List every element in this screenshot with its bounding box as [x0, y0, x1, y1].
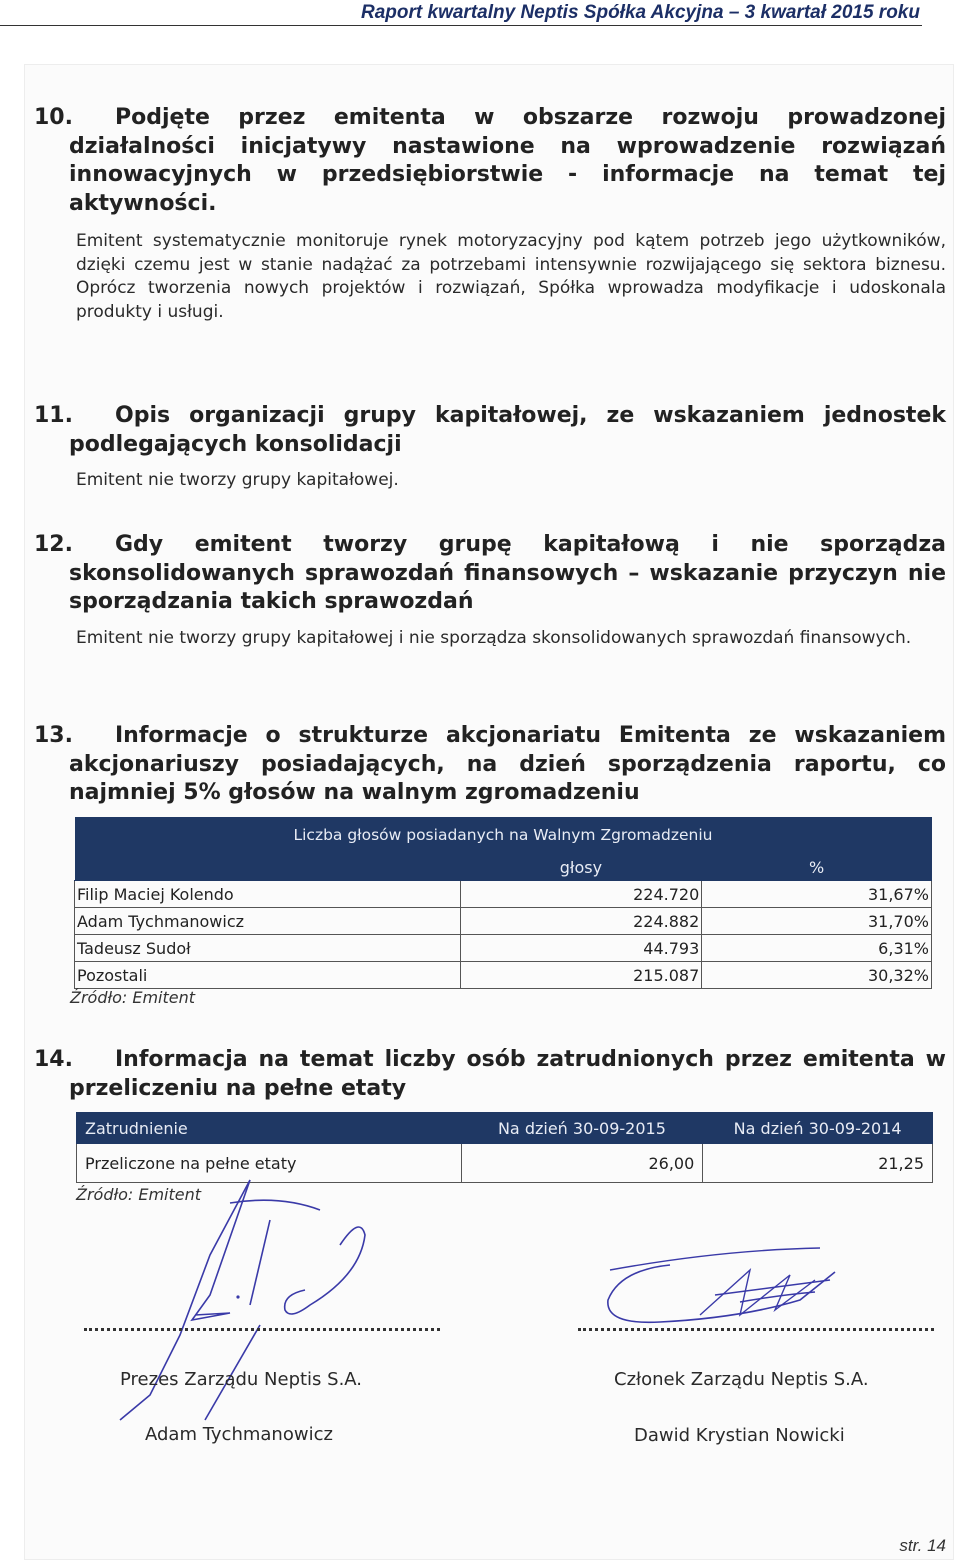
- table-header-row: [75, 854, 932, 881]
- section-10-body: Emitent systematycznie monitoruje rynek motoryzacyjny pod kątem potrzeb jego użytkowników, dzięki czemu jest w stanie nadążać za potrzebami intensywnie rozwijającego się sektora biznesu. Oprócz tworzenia nowych projektów i rozwiązań, Spółka wprowadza modyfikacje i udoskonala produkty i usługi.: [76, 231, 946, 322]
- shareholder-percent: 30,32%: [702, 962, 932, 989]
- section-title: Opis organizacji grupy kapitałowej, ze wskazaniem jednostek podlegających konsolidacji: [69, 403, 946, 457]
- section-12-body: Emitent nie tworzy grupy kapitałowej i nie sporządza skonsolidowanych sprawozdań finansowych.: [76, 628, 912, 648]
- signature-right-image: [600, 1240, 850, 1340]
- section-title: Gdy emitent tworzy grupę kapitałową i nie sporządza skonsolidowanych sprawozdań finansowych – wskazanie przyczyn nie sporządzania takich sprawozdań: [69, 532, 946, 614]
- section-13-heading: [34, 722, 946, 808]
- signature-left-role: Prezes Zarządu Neptis S.A.: [120, 1369, 363, 1390]
- page-number: str. 14: [899, 1536, 946, 1555]
- shareholder-votes: 224.720: [460, 881, 702, 908]
- shareholders-table: [74, 817, 932, 989]
- signature-left-name: Adam Tychmanowicz: [145, 1424, 333, 1445]
- section-title: Informacje o strukturze akcjonariatu Emitenta ze wskazaniem akcjonariuszy posiadających, na dzień sporządzenia raportu, co najmniej 5% głosów na walnym zgromadzeniu: [69, 723, 946, 805]
- section-11-heading: [34, 402, 946, 459]
- signature-right-name: Dawid Krystian Nowicki: [634, 1425, 845, 1446]
- signature-line-left: [84, 1328, 440, 1331]
- shareholder-percent: 31,67%: [702, 881, 932, 908]
- header-cell-percent: %: [702, 854, 932, 881]
- section-number: 10.: [34, 105, 73, 130]
- shareholder-percent: 6,31%: [702, 935, 932, 962]
- shareholder-votes: 215.087: [460, 962, 702, 989]
- table-row: [75, 935, 932, 962]
- table-row: [75, 908, 932, 935]
- shareholder-percent: 31,70%: [702, 908, 932, 935]
- employment-row-label: Przeliczone na pełne etaty: [77, 1144, 462, 1183]
- table-row: [75, 881, 932, 908]
- signature-line-right: [578, 1328, 934, 1331]
- shareholder-votes: 224.882: [460, 908, 702, 935]
- employment-value-2015: 26,00: [461, 1144, 703, 1183]
- employment-table: [76, 1112, 933, 1183]
- shareholder-name: Adam Tychmanowicz: [75, 908, 461, 935]
- section-title: Informacja na temat liczby osób zatrudnionych przez emitenta w przeliczeniu na pełne etaty: [69, 1047, 946, 1101]
- table-source-note: Źródło: Emitent: [76, 1185, 202, 1204]
- shareholder-name: Tadeusz Sudoł: [75, 935, 461, 962]
- signature-right-role: Członek Zarządu Neptis S.A.: [614, 1369, 869, 1390]
- section-11-body: Emitent nie tworzy grupy kapitałowej.: [76, 470, 399, 490]
- section-10-heading: [34, 104, 946, 218]
- header-cell-empty: [75, 854, 461, 881]
- shareholder-votes: 44.793: [460, 935, 702, 962]
- shareholder-name: Pozostali: [75, 962, 461, 989]
- section-number: 13.: [34, 723, 73, 748]
- table-banner: Liczba głosów posiadanych na Walnym Zgromadzeniu: [75, 817, 932, 854]
- section-number: 12.: [34, 532, 73, 557]
- header-cell-2015: Na dzień 30-09-2015: [461, 1113, 703, 1144]
- section-number: 11.: [34, 403, 73, 428]
- table-row: [75, 962, 932, 989]
- header-rule: [0, 25, 922, 26]
- header-cell-label: Zatrudnienie: [77, 1113, 462, 1144]
- report-header-title: Raport kwartalny Neptis Spółka Akcyjna – 3 kwartał 2015 roku: [361, 2, 920, 23]
- shareholder-name: Filip Maciej Kolendo: [75, 881, 461, 908]
- section-number: 14.: [34, 1047, 73, 1072]
- table-source-note: Źródło: Emitent: [70, 988, 196, 1007]
- table-banner-row: [75, 817, 932, 854]
- section-14-heading: [34, 1046, 946, 1103]
- section-12-heading: [34, 531, 946, 617]
- employment-value-2014: 21,25: [703, 1144, 933, 1183]
- table-header-row: [77, 1113, 933, 1144]
- header-cell-votes: głosy: [460, 854, 702, 881]
- header-cell-2014: Na dzień 30-09-2014: [703, 1113, 933, 1144]
- section-title: Podjęte przez emitenta w obszarze rozwoju prowadzonej działalności inicjatywy nastawione na wprowadzenie rozwiązań innowacyjnych w przedsiębiorstwie - informacje na temat tej aktywności.: [69, 105, 946, 216]
